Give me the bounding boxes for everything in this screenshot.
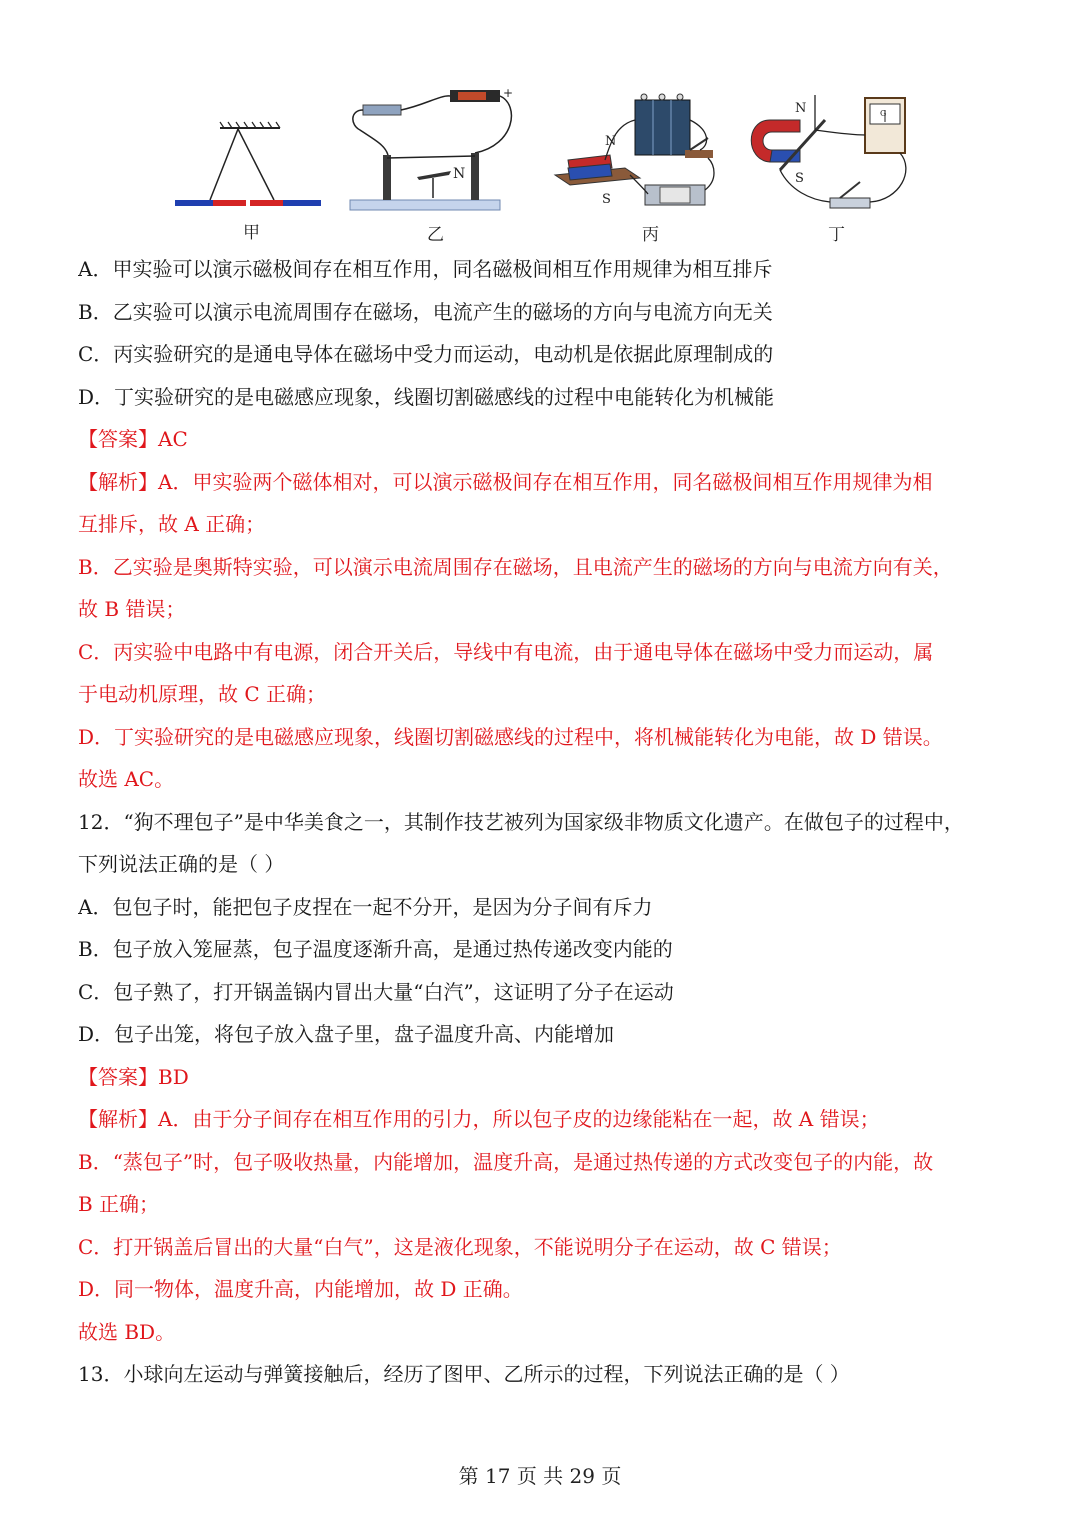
figure-label-bing: 丙 (642, 225, 659, 245)
text-line: 【答案】AC (78, 427, 188, 451)
text-line: 于电动机原理，故 C 正确； (78, 682, 327, 706)
figure-bing (550, 90, 720, 215)
figure-ding (740, 90, 920, 215)
pole-n-label: N (605, 134, 617, 149)
text-line: D．同一物体，温度升高，内能增加，故 D 正确。 (78, 1277, 523, 1301)
battery-plus-sign: + (503, 86, 514, 100)
text-line: B．乙实验可以演示电流周围存在磁场，电流产生的磁场的方向与电流方向无关 (78, 299, 773, 324)
pole-s-label: S (795, 171, 804, 186)
figure-label-ding: 丁 (828, 225, 845, 245)
text-line: 故选 AC。 (78, 767, 175, 791)
text-line: 故 B 错误； (78, 597, 186, 621)
page-content (78, 248, 1008, 1396)
figure-yi (345, 85, 525, 220)
text-line: D．包子出笼，将包子放入盘子里，盘子温度升高、内能增加 (78, 1022, 615, 1046)
pole-n-label: N (453, 166, 466, 182)
figure-label-yi: 乙 (427, 225, 444, 245)
text-line: B 正确； (78, 1192, 160, 1216)
text-line: 【解析】A．由于分子间存在相互作用的引力，所以包子皮的边缘能粘在一起，故 A 错误； (78, 1107, 880, 1131)
text-line: B．乙实验是奥斯特实验，可以演示电流周围存在磁场，且电流产生的磁场的方向与电流方向有关， (78, 554, 953, 579)
pole-s-label: S (602, 192, 611, 207)
figure-label-jia: 甲 (243, 223, 260, 243)
text-line: A．甲实验可以演示磁极间存在相互作用，同名磁极间相互作用规律为相互排斥 (78, 257, 773, 281)
text-line: C．丙实验中电路中有电源，闭合开关后，导线中有电流，由于通电导体在磁场中受力而运动，属 (78, 639, 934, 664)
text-line: C．打开锅盖后冒出的大量“白气”，这是液化现象，不能说明分子在运动，故 C 错误； (78, 1234, 842, 1259)
experiment-figures (0, 80, 1080, 250)
text-line: 互排斥，故 A 正确； (78, 512, 266, 536)
text-line: D．丁实验研究的是电磁感应现象，线圈切割磁感线的过程中，将机械能转化为电能，故 D 错误。 (78, 724, 943, 749)
figure-jia (170, 120, 330, 215)
text-line: 12．“狗不理包子”是中华美食之一，其制作技艺被列为国家级非物质文化遗产。在做包子的过程中， (78, 809, 964, 834)
text-line: 下列说法正确的是（ ） (78, 852, 285, 876)
text-line: 【答案】BD (78, 1064, 189, 1089)
text-line: 【解析】A．甲实验两个磁体相对，可以演示磁极间存在相互作用，同名磁极间相互作用规律为相 (78, 469, 933, 494)
page-footer: 第 17 页 共 29 页 (458, 1464, 622, 1488)
pole-n-label: N (795, 101, 807, 116)
text-line: C．丙实验研究的是通电导体在磁场中受力而运动，电动机是依据此原理制成的 (78, 342, 774, 366)
text-line: B．包子放入笼屉蒸，包子温度逐渐升高，是通过热传递改变内能的 (78, 937, 673, 961)
text-line: B．“蒸包子”时，包子吸收热量，内能增加，温度升高，是通过热传递的方式改变包子的内能，故 (78, 1149, 934, 1174)
text-line: 故选 BD。 (78, 1319, 176, 1344)
text-line: 13．小球向左运动与弹簧接触后，经历了图甲、乙所示的过程，下列说法正确的是（ ） (78, 1362, 850, 1386)
text-line: D．丁实验研究的是电磁感应现象，线圈切割磁感线的过程中电能转化为机械能 (78, 384, 775, 409)
galvanometer-label: G (880, 109, 887, 118)
text-line: A．包包子时，能把包子皮捏在一起不分开，是因为分子间有斥力 (78, 894, 653, 919)
text-line: C．包子熟了，打开锅盖锅内冒出大量“白汽”，这证明了分子在运动 (78, 979, 674, 1004)
